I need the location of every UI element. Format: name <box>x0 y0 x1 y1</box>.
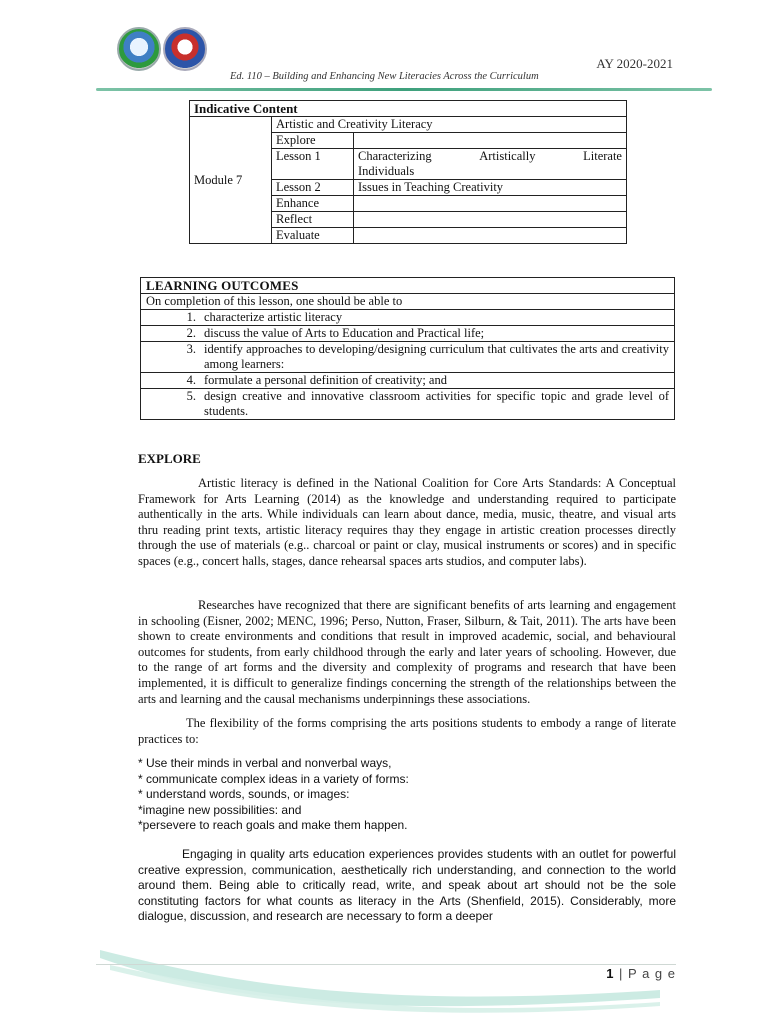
item-text: design creative and innovative classroom activities for specific topic and grade level of students. <box>204 389 669 418</box>
learning-outcomes-intro: On completion of this lesson, one should be able to <box>141 294 675 310</box>
item-text: characterize artistic literacy <box>204 310 343 324</box>
row-label: Lesson 2 <box>272 180 354 196</box>
explore-paragraph-2: Researches have recognized that there are significant benefits of arts learning and engagement in schooling (Eisner, 2002; MENC, 1996; Perso, Nutton, Fraser, Silburn, & Tait, 2011). The arts have been shown to create environments and conditions that result in improved academic, social, and behavioural outcomes for students, from early childhood through the early and later years of schooling. However, due to the range of art forms and the diversity and complexity of programs and research that have been implemented, it is difficult to generalize findings concerning the strength of the relationships between the arts and learning and the causal mechanisms underpinnings these associations. <box>138 598 676 706</box>
list-item <box>141 326 675 342</box>
lesson1-word: Artistically <box>479 149 536 163</box>
row-value <box>354 149 627 180</box>
explore-paragraph-3: The flexibility of the forms comprising the arts positions students to embody a range of literate practices to: <box>138 716 676 746</box>
explore-paragraph-4: Engaging in quality arts education experiences provides students with an outlet for powerful creative expression, communication, aesthetically rich understanding, and connection to the world around them. Being able to critically read, write, and speak about art should not be the sole constituting factors for what counts as literacy in the Arts (Shenfield, 2015). Considerably, more dialogue, discussion, and research are necessary to form a deeper <box>138 847 676 923</box>
explore-heading: EXPLORE <box>138 451 201 466</box>
row-label: Lesson 1 <box>272 149 354 180</box>
row-value: Issues in Teaching Creativity <box>354 180 627 196</box>
lesson1-line1 <box>358 149 622 164</box>
row-label: Enhance <box>272 196 354 212</box>
item-text: discuss the value of Arts to Education and Practical life; <box>204 326 485 340</box>
row-label: Explore <box>272 133 354 149</box>
row-label: Evaluate <box>272 228 354 244</box>
item-number: 3. <box>186 342 196 356</box>
lesson1-word: Characterizing <box>358 149 432 163</box>
item-number: 2. <box>186 326 196 340</box>
page-number-value: 1 <box>606 966 615 981</box>
list-item <box>141 310 675 326</box>
list-item: *imagine new possibilities: and <box>138 802 302 817</box>
module-label: Module 7 <box>190 117 272 244</box>
header-divider <box>96 88 712 91</box>
row-value <box>354 133 627 149</box>
college-seal-logo <box>163 27 207 71</box>
module-topic: Artistic and Creativity Literacy <box>272 117 627 133</box>
list-item: * communicate complex ideas in a variety of forms: <box>138 771 409 786</box>
lesson1-word: Individuals <box>358 164 415 178</box>
item-text: formulate a personal definition of creativity; and <box>204 373 447 387</box>
list-item: * understand words, sounds, or images: <box>138 787 350 802</box>
academic-year: AY 2020-2021 <box>596 56 673 71</box>
list-item <box>141 389 675 420</box>
course-title: Ed. 110 – Building and Enhancing New Literacies Across the Curriculum <box>230 71 539 82</box>
row-value <box>354 196 627 212</box>
item-text: identify approaches to developing/designing curriculum that cultivates the arts and creativity among learners: <box>204 342 669 371</box>
literate-practices-list <box>138 756 409 834</box>
item-number: 4. <box>186 373 196 387</box>
row-value <box>354 228 627 244</box>
university-seal-logo <box>117 27 161 71</box>
list-item: *persevere to reach goals and make them happen. <box>138 818 408 833</box>
list-item <box>141 373 675 389</box>
page-number: 1 | P a g e <box>606 966 676 981</box>
indicative-content-table <box>189 100 627 244</box>
footer-wave-decoration <box>100 940 660 1020</box>
indicative-content-title: Indicative Content <box>190 101 627 117</box>
list-item: * Use their minds in verbal and nonverbal ways, <box>138 756 392 770</box>
footer-divider <box>96 964 676 965</box>
page-label: P a g e <box>628 966 676 981</box>
row-label: Reflect <box>272 212 354 228</box>
learning-outcomes-table <box>140 277 675 420</box>
explore-paragraph-1: Artistic literacy is defined in the National Coalition for Core Arts Standards: A Conceptual Framework for Arts Learning (2014) as the knowledge and understanding required to participate authentically in the arts. While individuals can learn about dance, media, music, theatre, and visual arts thru reading print texts, artistic literacy requires thay they engage in artistic creation processes directly through the use of materials (e.g.. charcoal or paint or clay, musical instruments or scores) and in specific spaces (e.g., concert halls, stages, dance rehearsal spaces arts studios, and computer labs). <box>138 476 676 568</box>
item-number: 1. <box>186 310 196 324</box>
list-item <box>141 342 675 373</box>
item-number: 5. <box>186 389 196 403</box>
lesson1-word: Literate <box>583 149 622 163</box>
row-value <box>354 212 627 228</box>
learning-outcomes-title: LEARNING OUTCOMES <box>141 278 675 294</box>
